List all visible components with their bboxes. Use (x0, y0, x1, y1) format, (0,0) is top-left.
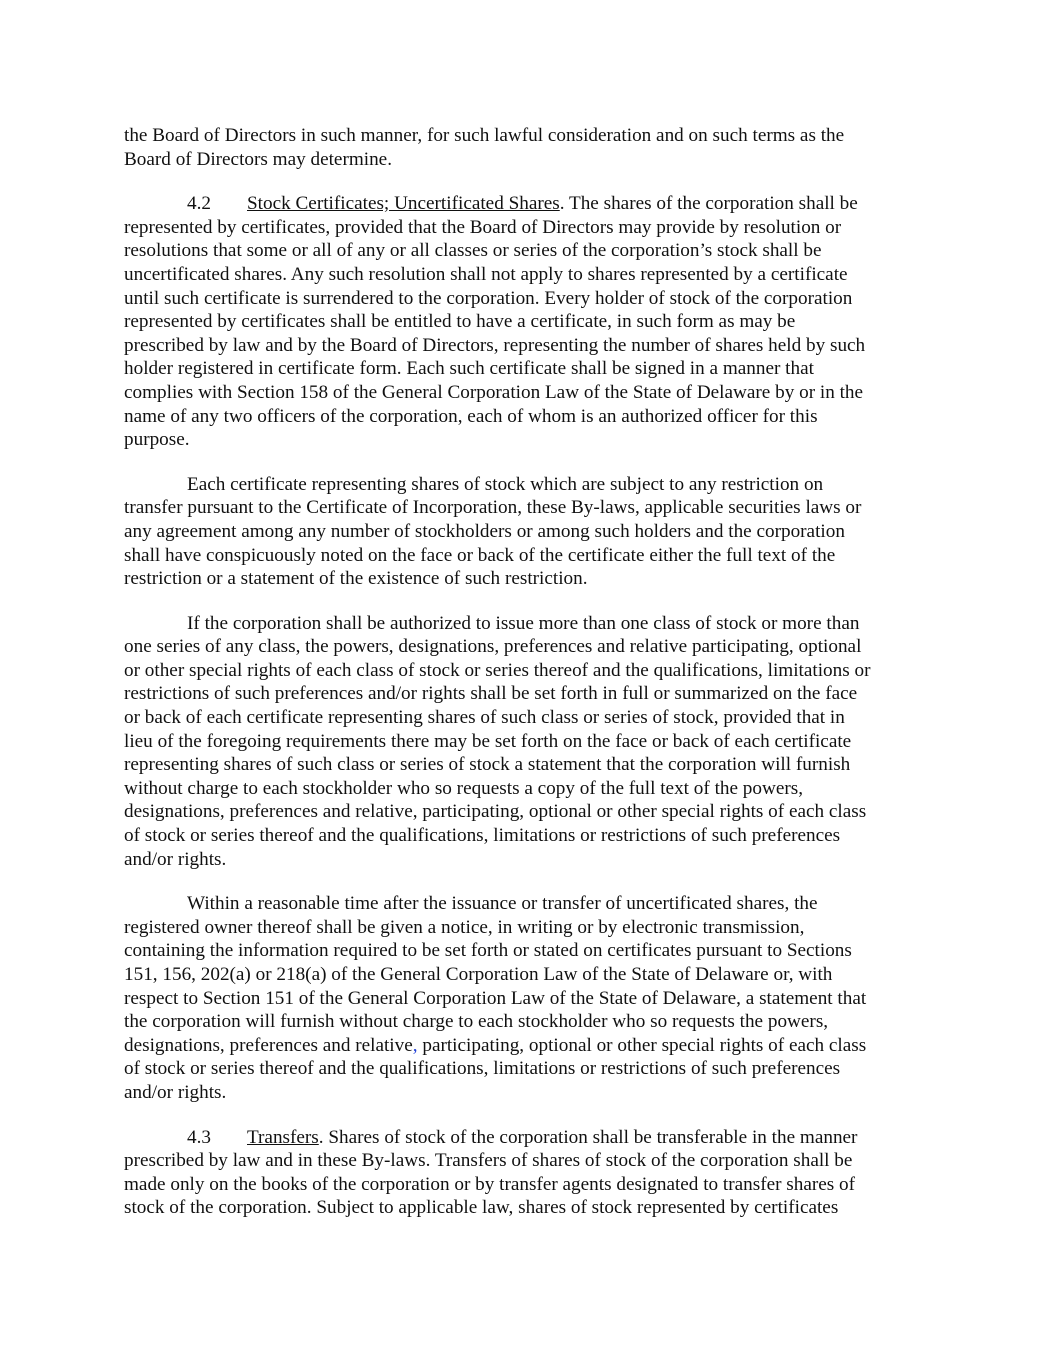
text-fragment: . Shares of stock of the corporation shall be transferable in the manner (318, 1126, 858, 1148)
text-line: prescribed by law and by the Board of Directors, representing the number of shares held by such (124, 334, 866, 356)
text-line: designations, preferences and relative, participating, optional or other special rights of each class (124, 801, 867, 823)
text-line: representing shares of such class or series of stock a statement that the corporation will furnish (124, 754, 851, 776)
paragraph-restriction-notice (124, 473, 934, 591)
text-line: Each certificate representing shares of stock which are subject to any restriction on (187, 473, 824, 495)
section-heading-line (124, 1126, 934, 1150)
text-line: lieu of the foregoing requirements there may be set forth on the face or back of each certificate (124, 730, 852, 752)
text-line: represented by certificates, provided that the Board of Directors may provide by resolution or (124, 216, 842, 238)
text-line: restriction or a statement of the existence of such restriction. (124, 568, 588, 590)
paragraph-continuation (124, 124, 934, 171)
section-title: Stock Certificates; Uncertificated Shares (247, 193, 560, 215)
text-line: stock of the corporation. Subject to applicable law, shares of stock represented by certificates (124, 1197, 839, 1219)
tracked-insertion[interactable]: , (412, 1034, 418, 1056)
text-line: transfer pursuant to the Certificate of Incorporation, these By-laws, applicable securities laws or (124, 497, 862, 519)
text-line: resolutions that some or all of any or all classes or series of the corporation’s stock shall be (124, 240, 822, 262)
text-line: containing the information required to be set forth or stated on certificates pursuant to Sections (124, 940, 852, 962)
text-line: restrictions of such preferences and/or rights shall be set forth in full or summarized on the face (124, 683, 858, 705)
text-fragment: designations, preferences and relative (124, 1034, 413, 1056)
text-line: without charge to each stockholder who so requests a copy of the full text of the powers, (124, 777, 804, 799)
text-line: 151, 156, 202(a) or 218(a) of the General Corporation Law of the State of Delaware or, with (124, 964, 833, 985)
text-line: name of any two officers of the corporation, each of whom is an authorized officer for this (124, 405, 818, 427)
text-line: purpose. (124, 429, 190, 451)
text-line: and/or rights. (124, 1081, 227, 1103)
section-title: Transfers (247, 1126, 319, 1148)
text-line: one series of any class, the powers, designations, preferences and relative participating, optional (124, 636, 862, 658)
text-line: and/or rights. (124, 848, 227, 870)
text-line: represented by certificates shall be entitled to have a certificate, in such form as may be (124, 311, 796, 333)
text-line: shall have conspicuously noted on the face or back of the certificate either the full text of the (124, 544, 836, 566)
text-line: made only on the books of the corporation or by transfer agents designated to transfer shares of (124, 1173, 856, 1195)
text-line: uncertificated shares. Any such resolution shall not apply to shares represented by a certificate (124, 263, 848, 285)
section-4-3 (124, 1126, 934, 1220)
text-line: the Board of Directors in such manner, for such lawful consideration and on such terms as the (124, 125, 845, 146)
text-line: Board of Directors may determine. (124, 148, 392, 170)
text-line: or other special rights of each class of stock or series thereof and the qualifications, limitations or (124, 659, 871, 681)
text-line: registered owner thereof shall be given a notice, in writing or by electronic transmission, (124, 916, 805, 938)
text-line: Within a reasonable time after the issuance or transfer of uncertificated shares, the (187, 893, 818, 915)
text-line: any agreement among any number of stockholders or among such holders and the corporation (124, 520, 845, 542)
section-4-2 (124, 192, 934, 452)
text-line: or back of each certificate representing shares of such class or series of stock, provided that in (124, 707, 845, 729)
text-line: holder registered in certificate form. Each such certificate shall be signed in a manner that (124, 358, 814, 380)
text-line: of stock or series thereof and the qualifications, limitations or restrictions of such preferences (124, 825, 841, 847)
text-fragment: . The shares of the corporation shall be (559, 193, 858, 215)
document-page (124, 124, 934, 1241)
section-number: 4.2 (187, 193, 211, 215)
text-line: complies with Section 158 of the General Corporation Law of the State of Delaware by or in the (124, 381, 864, 403)
text-line: until such certificate is surrendered to the corporation. Every holder of stock of the corporation (124, 287, 853, 309)
paragraph-multiple-classes (124, 612, 934, 872)
paragraph-uncertificated-notice (124, 892, 934, 1104)
text-line: prescribed by law and in these By-laws. Transfers of shares of stock of the corporation shall be (124, 1150, 853, 1172)
text-line: the corporation will furnish without charge to each stockholder who so requests the powers, (124, 1011, 829, 1033)
section-number: 4.3 (187, 1126, 211, 1148)
text-line: If the corporation shall be authorized to issue more than one class of stock or more than (187, 612, 860, 634)
section-heading-line (124, 192, 934, 216)
text-line: of stock or series thereof and the qualifications, limitations or restrictions of such preferences (124, 1058, 841, 1080)
text-line: respect to Section 151 of the General Corporation Law of the State of Delaware, a statement that (124, 987, 867, 1009)
text-fragment: participating, optional or other special rights of each class (417, 1034, 867, 1056)
text-line (124, 1034, 934, 1058)
